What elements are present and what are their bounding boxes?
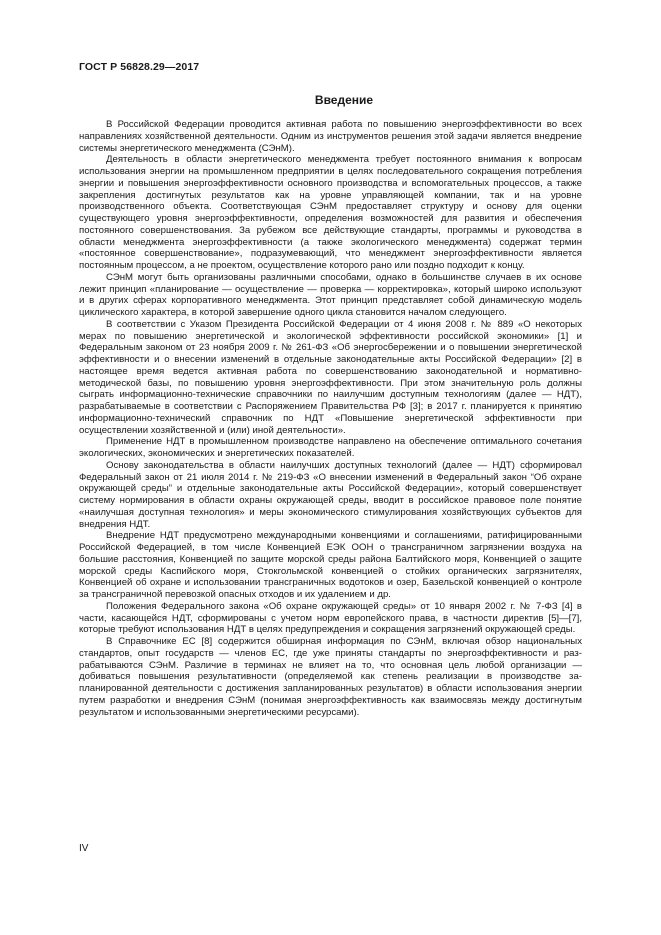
body-text <box>79 119 582 718</box>
paragraph: Деятельность в области энергетического менеджмента требует постоянного внимания к вопросам использования энергии на промышленном предприятии в целях последовательного сокращения потребления энергии и повышения энергоэффективности основного производства и вспомогательных процессов, а также закрепления достигнутых результатов как на уровне управляющей компании, так и на уровне производственного объекта. Соответствующая СЭнМ предоставляет структуру и основу для оценки существующего уровня энергоэффективности, определения возможностей для развития и обеспечения постоянного совершенствования. За рубежом все действующие стандарты, программы и руководства в области менеджмента энергоэффективности (а также экологического менеджмента) содержат термин «постоянное совершенствование», подразумевающий, что менеджмент энергоэффективности является постоянным процессом, а не проектом, осуществление которого рано или поздно подходит к концу. <box>79 154 582 271</box>
paragraph: В Справочнике ЕС [8] содержится обширная информация по СЭнМ, включая обзор национальных стандартов, опыт государств — членов ЕС, где уже приняты стандарты по энергоэффективности и разрабатываются СЭнМ. Различие в терминах не влияет на то, что основная цель любой организации — добиваться повышения результативности (определяемой как степень реализации в производстве запланированной деятельности с достижения запланированных результатов) в области использования энергии путем разработки и внедрения СЭнМ (понимая энергоэффективность как взаимосвязь между достигнутым результатом и использованными энергетическими ресурсами). <box>79 636 582 718</box>
section-title: Введение <box>314 93 374 107</box>
paragraph: В соответствии с Указом Президента Российской Федерации от 4 июня 2008 г. № 889 «О некоторых мерах по повышению энергетической и экологической эффективности российской экономики» [1] и Федеральным законом от 23 ноября 2009 г. № 261-ФЗ «Об энергосбережении и о повышении энергетической эффективности и о внесении изменений в отдельные законодательные акты Российской Федерации» [2] в настоящее время ведется активная работа по совершенствованию законодательной и нормативно-методической базы, по повышению уровня энергоэффективности. При этом значительную роль должны сыграть информационно-технические справочники по наилучшим доступным технологиям (далее — НДТ), разрабатываемые в соответствии с Распоряжением Правительства РФ [3]; в 2017 г. планируется к принятию информационно-технический справочник по НДТ «Повышение энергетической эффективности при осуществлении хозяйственной и (или) иной деятельности». <box>79 318 582 436</box>
paragraph: Положения Федерального закона «Об охране окружающей среды» от 10 января 2002 г. № 7-ФЗ [4] в части, касающейся НДТ, сформированы с учетом норм европейского права, в частности директив [5]—[7], которые требуют использования НДТ в целях предупреждения и сокращения загрязнений окружающей среды. <box>79 600 582 636</box>
page-number: IV <box>79 843 89 854</box>
paragraph: В Российской Федерации проводится активная работа по повышению энергоэффективности во всех направлениях хозяйственной деятельности. Одним из инструментов решения этой задачи является внедрение системы энергетического менеджмента (СЭнМ). <box>79 119 582 154</box>
paragraph: Основу законодательства в области наилучших доступных технологий (далее — НДТ) сформировал Федеральный закон от 21 июля 2014 г. № 219-ФЗ «О внесении изменений в Федеральный закон “Об охране окружающей среды” и отдельные законодательные акты Российской Федерации», который совершенствует систему нормирования в области охраны окружающей среды, вводит в российское правовое поле понятие «наилучшая доступная технология» и меры экономического стимулирования хозяйствующих субъектов для внедрения НДТ. <box>79 459 582 530</box>
paragraph: Внедрение НДТ предусмотрено международными конвенциями и соглашениями, ратифицированными Российской Федерацией, в том числе Конвенцией ЕЭК ООН о трансграничном загрязнении воздуха на большие расстояния, Конвенцией по защите морской среды района Балтийского моря, Конвенцией о защите морской среды Каспийского моря, Стокгольмской конвенцией о стойких органических загрязнителях, Конвенцией об охране и использовании трансграничных водотоков и озер, Базельской конвенцией о контроле за трансграничной перевозкой опасных отходов и их удалением и др. <box>79 530 582 600</box>
paragraph: Применение НДТ в промышленном производстве направлено на обеспечение оптимального сочетания экологических, экономических и энергетических показателей. <box>79 436 582 459</box>
standard-designation: ГОСТ Р 56828.29—2017 <box>79 61 200 73</box>
paragraph: СЭнМ могут быть организованы различными способами, однако в большинстве случаев в их основе лежит принцип «планирование — осуществление — проверка — корректировка», который широко используют и в других сферах корпоративного менеджмента. Этот принцип представляет собой динамическую модель циклического характера, в которой завершение одного цикла становится началом следующего. <box>79 271 582 318</box>
